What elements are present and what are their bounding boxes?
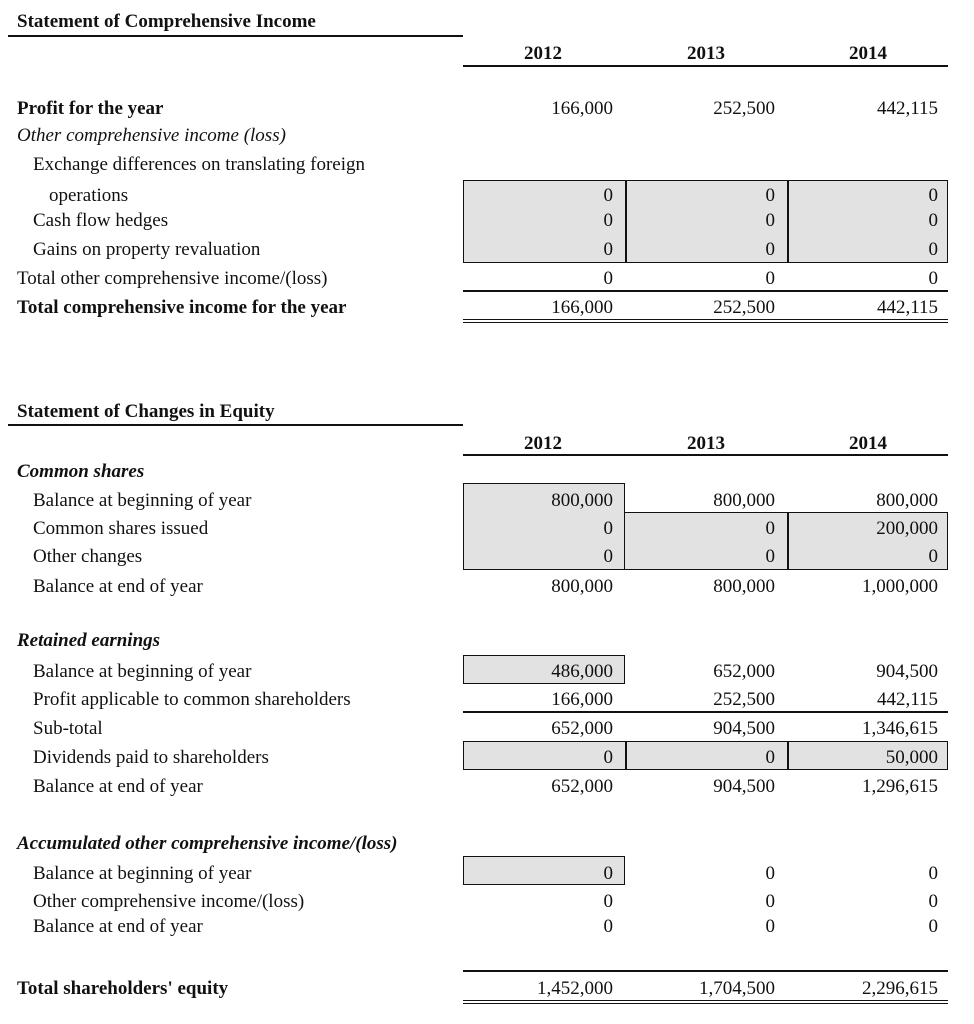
total-ci-2014: 442,115: [876, 297, 938, 318]
total-equity-2013: 1,704,500: [699, 978, 775, 999]
retained-subtotal-label: Sub-total: [33, 718, 103, 739]
sce-year-2014: 2014: [849, 433, 887, 454]
total-equity-2012: 1,452,000: [537, 978, 613, 999]
sce-title: Statement of Changes in Equity: [17, 401, 275, 422]
common-end-2013: 800,000: [713, 576, 775, 597]
retained-begin-2012[interactable]: 486,000: [551, 661, 613, 682]
retained-subtotal-2014: 1,346,615: [862, 718, 938, 739]
total-ci-label: Total comprehensive income for the year: [17, 297, 347, 318]
total-ci-double-underline: [463, 319, 948, 323]
aoci-begin-2014: 0: [928, 863, 938, 884]
oci-label: Other comprehensive income (loss): [17, 125, 286, 146]
aoci-end-2012: 0: [603, 916, 613, 937]
dividends-2012[interactable]: 0: [603, 747, 613, 768]
common-other-2012[interactable]: 0: [603, 546, 613, 567]
retained-end-2013: 904,500: [713, 776, 775, 797]
aoci-end-2013: 0: [765, 916, 775, 937]
sci-year-underline: [463, 65, 948, 67]
common-input-divider: [787, 512, 789, 570]
dividends-label: Dividends paid to shareholders: [33, 747, 269, 768]
total-oci-2013: 0: [765, 268, 775, 289]
dividends-2013[interactable]: 0: [765, 747, 775, 768]
retained-profit-2014: 442,115: [876, 689, 938, 710]
exch-2014[interactable]: 0: [928, 185, 938, 206]
sci-year-2012: 2012: [524, 43, 562, 64]
reval-2013[interactable]: 0: [765, 239, 775, 260]
sce-year-2013: 2013: [687, 433, 725, 454]
common-other-2014[interactable]: 0: [928, 546, 938, 567]
sci-year-2014: 2014: [849, 43, 887, 64]
total-equity-double-underline: [463, 1000, 948, 1004]
total-oci-label: Total other comprehensive income/(loss): [17, 268, 328, 289]
common-issued-2013[interactable]: 0: [765, 518, 775, 539]
aoci-end-2014: 0: [928, 916, 938, 937]
sce-year-underline: [463, 454, 948, 456]
total-oci-2012: 0: [603, 268, 613, 289]
dividends-input-divider: [625, 741, 627, 770]
aoci-oci-2013: 0: [765, 891, 775, 912]
common-other-label: Other changes: [33, 546, 143, 567]
exch-label-1: Exchange differences on translating foreign: [33, 154, 366, 175]
common-heading: Common shares: [17, 461, 145, 482]
common-issued-2014[interactable]: 200,000: [876, 518, 938, 539]
sci-year-2013: 2013: [687, 43, 725, 64]
retained-heading: Retained earnings: [17, 630, 161, 651]
total-equity-label: Total shareholders' equity: [17, 978, 229, 999]
common-end-label: Balance at end of year: [33, 576, 203, 597]
sci-title-underline: [8, 35, 463, 37]
retained-end-2014: 1,296,615: [862, 776, 938, 797]
retained-subtotal-2013: 904,500: [713, 718, 775, 739]
profit-label: Profit for the year: [17, 98, 164, 119]
aoci-end-label: Balance at end of year: [33, 916, 203, 937]
aoci-oci-2012: 0: [603, 891, 613, 912]
aoci-begin-label: Balance at beginning of year: [33, 863, 252, 884]
common-issued-label: Common shares issued: [33, 518, 209, 539]
retained-begin-2013: 652,000: [713, 661, 775, 682]
retained-end-label: Balance at end of year: [33, 776, 203, 797]
retained-profit-label: Profit applicable to common shareholders: [33, 689, 351, 710]
common-end-2014: 1,000,000: [862, 576, 938, 597]
profit-2012: 166,000: [551, 98, 613, 119]
total-equity-overline: [463, 970, 948, 972]
retained-subtotal-2012: 652,000: [551, 718, 613, 739]
reval-2012[interactable]: 0: [603, 239, 613, 260]
sci-title: Statement of Comprehensive Income: [17, 11, 316, 32]
sce-title-underline: [8, 424, 463, 426]
sci-input-divider: [625, 180, 627, 263]
retained-end-2012: 652,000: [551, 776, 613, 797]
common-begin-label: Balance at beginning of year: [33, 490, 252, 511]
aoci-oci-2014: 0: [928, 891, 938, 912]
aoci-begin-2013: 0: [765, 863, 775, 884]
retained-profit-underline: [463, 711, 948, 713]
profit-2014: 442,115: [876, 98, 938, 119]
sce-year-2012: 2012: [524, 433, 562, 454]
aoci-heading: Accumulated other comprehensive income/(loss): [17, 833, 398, 854]
exch-label-2: operations: [49, 185, 129, 206]
total-oci-2014: 0: [928, 268, 938, 289]
cfh-label: Cash flow hedges: [33, 210, 169, 231]
reval-2014[interactable]: 0: [928, 239, 938, 260]
retained-begin-2014: 904,500: [876, 661, 938, 682]
aoci-begin-2012[interactable]: 0: [603, 863, 613, 884]
profit-2013: 252,500: [713, 98, 775, 119]
reval-label: Gains on property revaluation: [33, 239, 261, 260]
common-other-2013[interactable]: 0: [765, 546, 775, 567]
common-begin-2013: 800,000: [713, 490, 775, 511]
total-oci-underline: [463, 290, 948, 292]
exch-2012[interactable]: 0: [603, 185, 613, 206]
sci-input-divider: [787, 180, 789, 263]
retained-profit-2012: 166,000: [551, 689, 613, 710]
dividends-input-divider: [787, 741, 789, 770]
cfh-2013[interactable]: 0: [765, 210, 775, 231]
cfh-2012[interactable]: 0: [603, 210, 613, 231]
common-end-2012: 800,000: [551, 576, 613, 597]
total-equity-2014: 2,296,615: [862, 978, 938, 999]
retained-begin-label: Balance at beginning of year: [33, 661, 252, 682]
total-ci-2013: 252,500: [713, 297, 775, 318]
cfh-2014[interactable]: 0: [928, 210, 938, 231]
common-begin-2012[interactable]: 800,000: [551, 490, 613, 511]
dividends-2014[interactable]: 50,000: [885, 747, 938, 768]
retained-profit-2013: 252,500: [713, 689, 775, 710]
exch-2013[interactable]: 0: [765, 185, 775, 206]
common-begin-2014: 800,000: [876, 490, 938, 511]
aoci-oci-label: Other comprehensive income/(loss): [33, 891, 305, 912]
total-ci-2012: 166,000: [551, 297, 613, 318]
common-issued-2012[interactable]: 0: [603, 518, 613, 539]
